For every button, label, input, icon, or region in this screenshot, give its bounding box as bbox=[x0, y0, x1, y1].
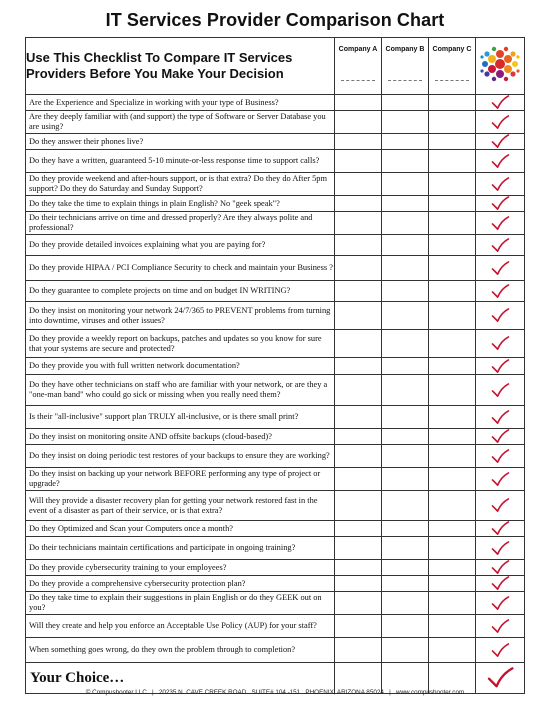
question-text: Do they have other technicians on staff who are familiar with your network, or are they a "one-man band" who could go sick or missing when you really need them? bbox=[26, 375, 335, 406]
check-cell bbox=[476, 281, 525, 302]
company-a-answer-cell[interactable] bbox=[335, 638, 382, 663]
company-c-answer-cell[interactable] bbox=[429, 537, 476, 560]
company-b-answer-cell[interactable] bbox=[382, 406, 429, 429]
check-cell bbox=[476, 592, 525, 615]
company-c-answer-cell[interactable] bbox=[429, 358, 476, 375]
company-c-answer-cell[interactable] bbox=[429, 134, 476, 150]
question-text: Do they have a written, guaranteed 5-10 minute-or-less response time to support calls? bbox=[26, 150, 335, 173]
company-c-answer-cell[interactable] bbox=[429, 95, 476, 111]
question-text: Will they create and help you enforce an Acceptable Use Policy (AUP) for your staff? bbox=[26, 615, 335, 638]
company-a-answer-cell[interactable] bbox=[335, 281, 382, 302]
company-a-answer-cell[interactable] bbox=[335, 445, 382, 468]
table-row bbox=[26, 281, 525, 302]
company-c-answer-cell[interactable] bbox=[429, 406, 476, 429]
company-b-label: Company B bbox=[385, 46, 425, 53]
table-row bbox=[26, 576, 525, 592]
comparison-table bbox=[25, 37, 525, 694]
red-checkmark-icon bbox=[490, 560, 510, 575]
table-row bbox=[26, 358, 525, 375]
red-checkmark-icon bbox=[490, 261, 510, 276]
company-a-label: Company A bbox=[338, 46, 378, 53]
question-text: Do they provide detailed invoices explaining what you are paying for? bbox=[26, 235, 335, 256]
red-checkmark-icon bbox=[490, 308, 510, 323]
red-checkmark-icon bbox=[490, 449, 510, 464]
company-b-answer-cell[interactable] bbox=[382, 134, 429, 150]
company-a-answer-cell[interactable] bbox=[335, 491, 382, 521]
company-b-answer-cell[interactable] bbox=[382, 212, 429, 235]
table-row bbox=[26, 406, 525, 429]
red-checkmark-icon bbox=[490, 336, 510, 351]
company-c-answer-cell[interactable] bbox=[429, 173, 476, 196]
chart-title: IT Services Provider Comparison Chart bbox=[105, 10, 445, 30]
table-row bbox=[26, 302, 525, 330]
check-cell bbox=[476, 560, 525, 576]
table-row bbox=[26, 173, 525, 196]
heading-line-1: Use This Checklist To Compare IT Services bbox=[26, 50, 293, 65]
question-text: Do they provide a comprehensive cybersecurity protection plan? bbox=[26, 576, 335, 592]
check-cell bbox=[476, 173, 525, 196]
company-b-answer-cell[interactable] bbox=[382, 95, 429, 111]
company-b-answer-cell[interactable] bbox=[382, 281, 429, 302]
company-c-answer-cell[interactable] bbox=[429, 111, 476, 134]
company-b-answer-cell[interactable] bbox=[382, 111, 429, 134]
company-a-answer-cell[interactable] bbox=[335, 212, 382, 235]
company-b-answer-cell[interactable] bbox=[382, 445, 429, 468]
company-a-answer-cell[interactable] bbox=[335, 592, 382, 615]
company-a-answer-cell[interactable] bbox=[335, 358, 382, 375]
table-row bbox=[26, 560, 525, 576]
red-checkmark-icon bbox=[490, 576, 510, 591]
check-cell bbox=[476, 406, 525, 429]
red-checkmark-icon bbox=[490, 284, 510, 299]
question-text: Do their technicians maintain certifications and participate in ongoing training? bbox=[26, 537, 335, 560]
check-cell bbox=[476, 491, 525, 521]
company-c-blank-line bbox=[435, 80, 469, 81]
red-checkmark-icon bbox=[490, 115, 510, 130]
table-row bbox=[26, 111, 525, 134]
company-a-answer-cell[interactable] bbox=[335, 429, 382, 445]
company-b-answer-cell[interactable] bbox=[382, 302, 429, 330]
company-a-answer-cell[interactable] bbox=[335, 111, 382, 134]
company-c-answer-cell[interactable] bbox=[429, 445, 476, 468]
check-cell bbox=[476, 468, 525, 491]
company-b-answer-cell[interactable] bbox=[382, 150, 429, 173]
company-b-answer-cell[interactable] bbox=[382, 235, 429, 256]
check-cell bbox=[476, 330, 525, 358]
question-text: Do they provide weekend and after-hours support, or is that extra? Do they do After 5pm support? Do they do Saturday and Sunday Support? bbox=[26, 173, 335, 196]
table-row bbox=[26, 429, 525, 445]
company-c-answer-cell[interactable] bbox=[429, 592, 476, 615]
red-checkmark-icon bbox=[490, 498, 510, 513]
red-checkmark-icon bbox=[490, 177, 510, 192]
check-cell bbox=[476, 235, 525, 256]
red-checkmark-icon bbox=[490, 238, 510, 253]
check-cell bbox=[476, 638, 525, 663]
company-a-answer-cell[interactable] bbox=[335, 537, 382, 560]
company-c-answer-cell[interactable] bbox=[429, 235, 476, 256]
check-cell bbox=[476, 576, 525, 592]
red-checkmark-icon bbox=[490, 521, 510, 536]
check-cell bbox=[476, 358, 525, 375]
company-a-answer-cell[interactable] bbox=[335, 330, 382, 358]
company-c-label: Company C bbox=[432, 46, 472, 53]
question-text: Is their "all-inclusive" support plan TRULY all-inclusive, or is there small print? bbox=[26, 406, 335, 429]
question-text: Do they Optimized and Scan your Computers once a month? bbox=[26, 521, 335, 537]
red-checkmark-icon bbox=[490, 134, 510, 149]
company-c-answer-cell[interactable] bbox=[429, 150, 476, 173]
company-a-answer-cell[interactable] bbox=[335, 302, 382, 330]
header-row bbox=[26, 38, 525, 95]
company-a-answer-cell[interactable] bbox=[335, 576, 382, 592]
table-row bbox=[26, 235, 525, 256]
company-c-answer-cell[interactable] bbox=[429, 638, 476, 663]
company-b-answer-cell[interactable] bbox=[382, 375, 429, 406]
company-a-answer-cell[interactable] bbox=[335, 468, 382, 491]
checklist-heading bbox=[26, 38, 335, 95]
table-row bbox=[26, 638, 525, 663]
question-text: Do they insist on monitoring your network 24/7/365 to PREVENT problems from turning into downtime, viruses and other issues? bbox=[26, 302, 335, 330]
table-row bbox=[26, 615, 525, 638]
question-text: Do they guarantee to complete projects on time and on budget IN WRITING? bbox=[26, 281, 335, 302]
check-cell bbox=[476, 302, 525, 330]
company-b-answer-cell[interactable] bbox=[382, 429, 429, 445]
check-cell bbox=[476, 134, 525, 150]
check-cell bbox=[476, 95, 525, 111]
check-cell bbox=[476, 375, 525, 406]
table-row bbox=[26, 491, 525, 521]
your-choice-label: Your Choice… bbox=[26, 663, 335, 694]
company-b-blank-line bbox=[388, 80, 422, 81]
company-c-answer-cell[interactable] bbox=[429, 429, 476, 445]
colored-dots-logo-icon bbox=[480, 44, 520, 84]
question-text: Do they take time to explain their suggestions in plain English or do they GEEK out on you? bbox=[26, 592, 335, 615]
company-c-answer-cell[interactable] bbox=[429, 576, 476, 592]
company-a-answer-cell[interactable] bbox=[335, 235, 382, 256]
logo-cell bbox=[476, 38, 525, 95]
red-checkmark-icon bbox=[490, 410, 510, 425]
red-checkmark-icon bbox=[490, 383, 510, 398]
red-checkmark-icon bbox=[486, 667, 514, 689]
company-a-answer-cell[interactable] bbox=[335, 521, 382, 537]
question-text: Do they provide you with full written network documentation? bbox=[26, 358, 335, 375]
red-checkmark-icon bbox=[490, 429, 510, 444]
red-checkmark-icon bbox=[490, 541, 510, 556]
company-c-answer-cell[interactable] bbox=[429, 196, 476, 212]
company-c-answer-cell[interactable] bbox=[429, 302, 476, 330]
company-c-answer-cell[interactable] bbox=[429, 468, 476, 491]
company-b-answer-cell[interactable] bbox=[382, 330, 429, 358]
table-row bbox=[26, 95, 525, 111]
company-a-answer-cell[interactable] bbox=[335, 256, 382, 281]
company-b-answer-cell[interactable] bbox=[382, 592, 429, 615]
red-checkmark-icon bbox=[490, 472, 510, 487]
question-text: Do they insist on doing periodic test restores of your backups to ensure they are working? bbox=[26, 445, 335, 468]
red-checkmark-icon bbox=[490, 359, 510, 374]
company-b-answer-cell[interactable] bbox=[382, 468, 429, 491]
company-a-answer-cell[interactable] bbox=[335, 375, 382, 406]
company-b-answer-cell[interactable] bbox=[382, 615, 429, 638]
table-row bbox=[26, 134, 525, 150]
company-b-answer-cell[interactable] bbox=[382, 537, 429, 560]
question-text: Do they take the time to explain things in plain English? No "geek speak"? bbox=[26, 196, 335, 212]
company-a-answer-cell[interactable] bbox=[335, 560, 382, 576]
company-c-answer-cell[interactable] bbox=[429, 615, 476, 638]
red-checkmark-icon bbox=[490, 643, 510, 658]
company-c-answer-cell[interactable] bbox=[429, 521, 476, 537]
red-checkmark-icon bbox=[490, 196, 510, 211]
check-cell bbox=[476, 212, 525, 235]
heading-line-2: Providers Before You Make Your Decision bbox=[26, 66, 284, 81]
company-c-answer-cell[interactable] bbox=[429, 256, 476, 281]
check-cell bbox=[476, 429, 525, 445]
red-checkmark-icon bbox=[490, 596, 510, 611]
question-text: Do they insist on monitoring onsite AND offsite backups (cloud-based)? bbox=[26, 429, 335, 445]
company-b-answer-cell[interactable] bbox=[382, 491, 429, 521]
check-cell bbox=[476, 445, 525, 468]
question-text: Are they deeply familiar with (and support) the type of Software or Server Database you are using? bbox=[26, 111, 335, 134]
check-cell bbox=[476, 521, 525, 537]
company-a-answer-cell[interactable] bbox=[335, 150, 382, 173]
red-checkmark-icon bbox=[490, 216, 510, 231]
table-row bbox=[26, 150, 525, 173]
red-checkmark-icon bbox=[490, 154, 510, 169]
question-text: Do they answer their phones live? bbox=[26, 134, 335, 150]
company-b-header[interactable] bbox=[382, 38, 429, 95]
table-row bbox=[26, 375, 525, 406]
question-text: Do they insist on backing up your network BEFORE performing any type of project or upgrade? bbox=[26, 468, 335, 491]
question-text: Do they provide HIPAA / PCI Compliance Security to check and maintain your Business ? bbox=[26, 256, 335, 281]
question-text: When something goes wrong, do they own the problem through to completion? bbox=[26, 638, 335, 663]
question-text: Do their technicians arrive on time and dressed properly? Are they always polite and professional? bbox=[26, 212, 335, 235]
question-text: Do they provide cybersecurity training to your employees? bbox=[26, 560, 335, 576]
company-a-answer-cell[interactable] bbox=[335, 134, 382, 150]
company-c-answer-cell[interactable] bbox=[429, 560, 476, 576]
company-c-answer-cell[interactable] bbox=[429, 212, 476, 235]
company-a-answer-cell[interactable] bbox=[335, 95, 382, 111]
table-row bbox=[26, 592, 525, 615]
company-b-answer-cell[interactable] bbox=[382, 560, 429, 576]
company-b-answer-cell[interactable] bbox=[382, 256, 429, 281]
footer-text: © Compushooter LLC | 20235 N. CAVE CREEK ROAD SUITE# 104 -151 PHOENIX, ARIZONA 85024 | www.compushooter.com bbox=[85, 689, 465, 696]
company-a-blank-line bbox=[341, 80, 375, 81]
company-b-answer-cell[interactable] bbox=[382, 358, 429, 375]
table-row bbox=[26, 537, 525, 560]
check-cell bbox=[476, 256, 525, 281]
company-a-answer-cell[interactable] bbox=[335, 196, 382, 212]
table-row bbox=[26, 445, 525, 468]
company-b-answer-cell[interactable] bbox=[382, 196, 429, 212]
company-b-answer-cell[interactable] bbox=[382, 638, 429, 663]
table-row bbox=[26, 521, 525, 537]
company-c-answer-cell[interactable] bbox=[429, 375, 476, 406]
company-a-answer-cell[interactable] bbox=[335, 615, 382, 638]
check-cell bbox=[476, 537, 525, 560]
company-b-answer-cell[interactable] bbox=[382, 173, 429, 196]
table-row bbox=[26, 256, 525, 281]
check-cell bbox=[476, 615, 525, 638]
company-c-answer-cell[interactable] bbox=[429, 281, 476, 302]
company-a-answer-cell[interactable] bbox=[335, 173, 382, 196]
company-c-answer-cell[interactable] bbox=[429, 491, 476, 521]
question-text: Are the Experience and Specialize in working with your type of Business? bbox=[26, 95, 335, 111]
company-c-answer-cell[interactable] bbox=[429, 330, 476, 358]
red-checkmark-icon bbox=[490, 619, 510, 634]
red-checkmark-icon bbox=[490, 95, 510, 110]
company-c-header[interactable] bbox=[429, 38, 476, 95]
question-text: Will they provide a disaster recovery plan for getting your network restored fast in the event of a disaster as part of their service, or is that extra? bbox=[26, 491, 335, 521]
table-row bbox=[26, 468, 525, 491]
company-a-answer-cell[interactable] bbox=[335, 406, 382, 429]
question-text: Do they provide a weekly report on backups, patches and updates so you know for sure that your systems are secure and protected? bbox=[26, 330, 335, 358]
table-row bbox=[26, 330, 525, 358]
table-row bbox=[26, 212, 525, 235]
company-a-header[interactable] bbox=[335, 38, 382, 95]
check-cell bbox=[476, 150, 525, 173]
check-cell bbox=[476, 111, 525, 134]
check-cell bbox=[476, 196, 525, 212]
company-b-answer-cell[interactable] bbox=[382, 521, 429, 537]
table-row bbox=[26, 196, 525, 212]
company-b-answer-cell[interactable] bbox=[382, 576, 429, 592]
